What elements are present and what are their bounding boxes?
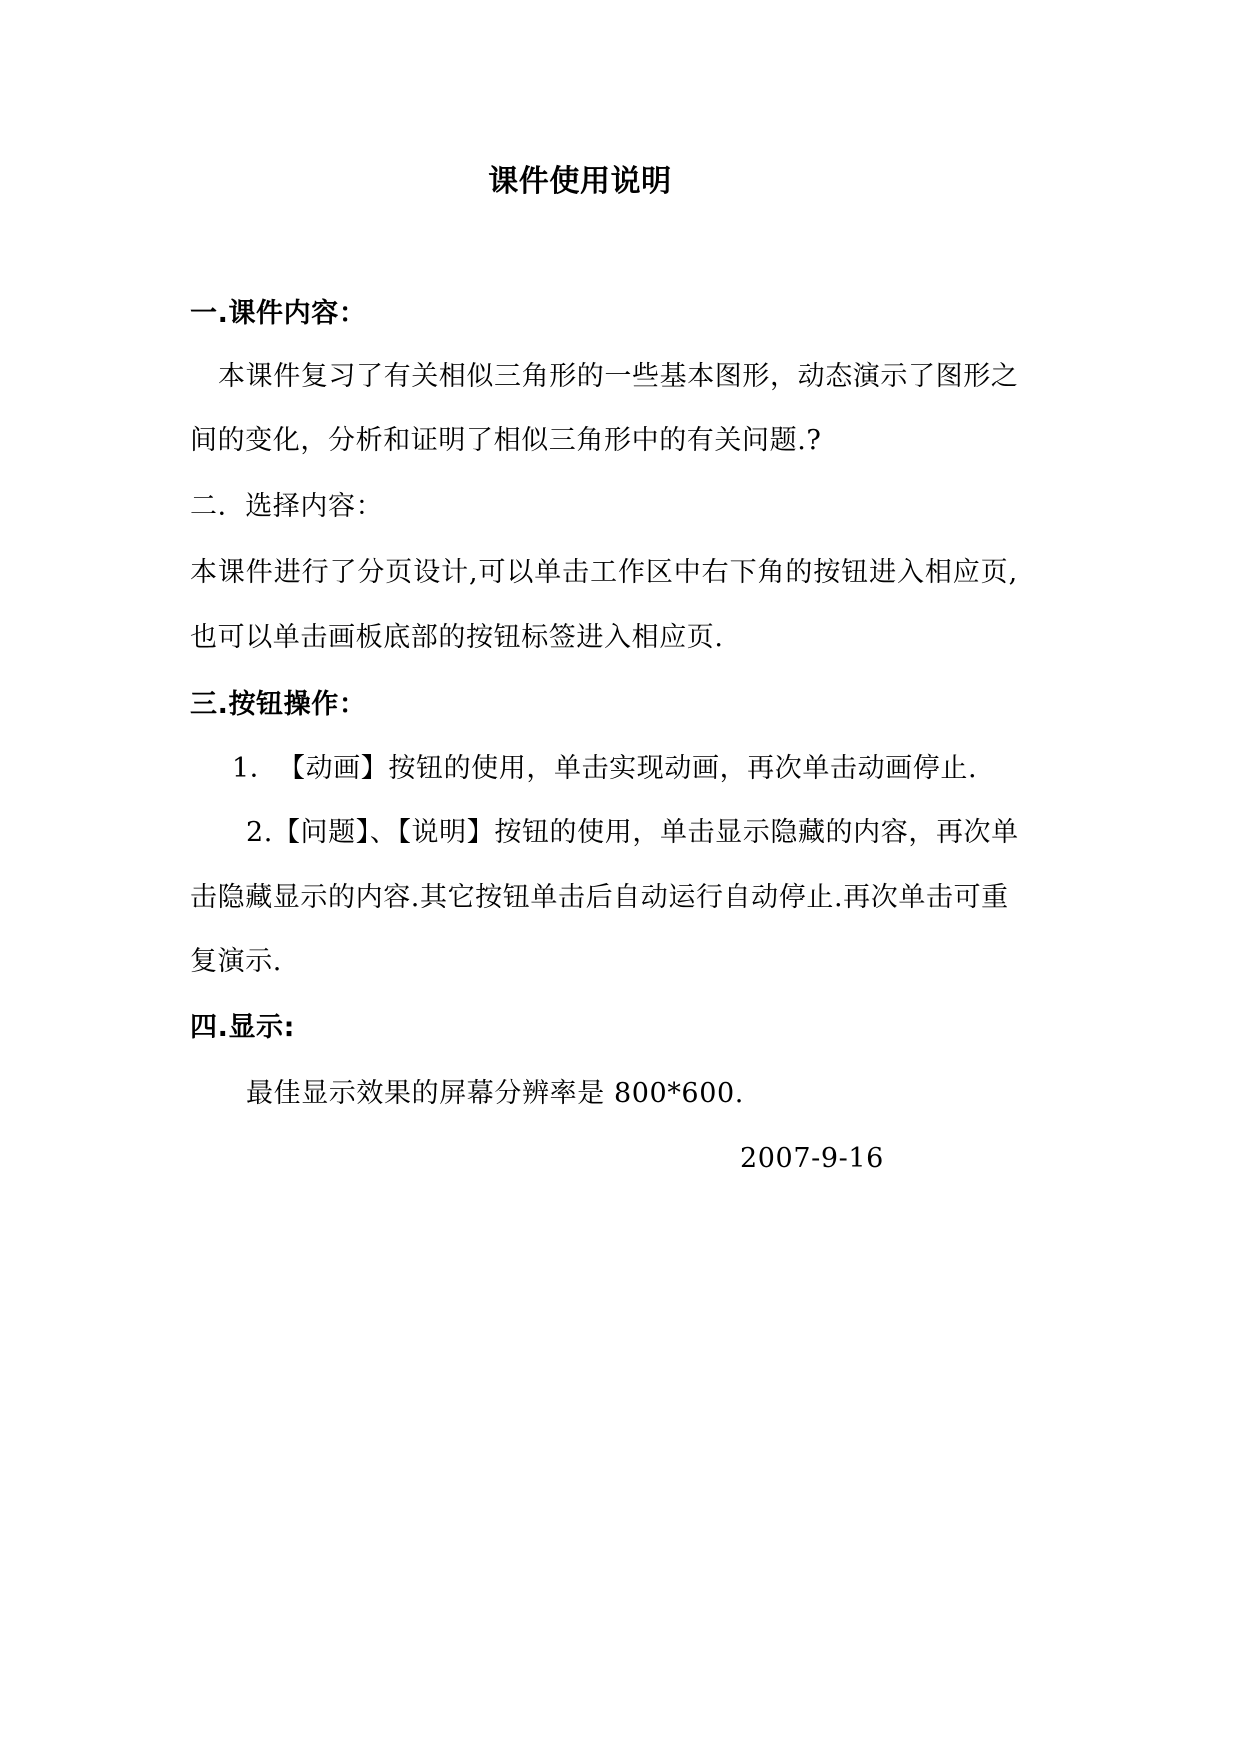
section2-paragraph-line: 本课件进行了分页设计,可以单击工作区中右下角的按钮进入相应页, [190,557,1019,588]
section3-heading: 三.按钮操作： [190,689,367,720]
document-title: 课件使用说明 [488,164,672,199]
section1-heading: 一.课件内容： [190,298,367,329]
section3-item-2-line: 击隐藏显示的内容.其它按钮单击后自动运行自动停止.再次单击可重 [190,882,1009,913]
section3-item-2-line: 2.【问题】、【说明】按钮的使用，单击显示隐藏的内容，再次单 [246,817,1019,848]
section1-paragraph-line: 本课件复习了有关相似三角形的一些基本图形，动态演示了图形之 [218,361,1019,392]
section3-item-1: 1． 【动画】按钮的使用，单击实现动画，再次单击动画停止. [232,753,978,784]
section3-item-2-line: 复演示. [190,946,282,977]
section4-heading: 四.显示: [190,1012,296,1043]
section2-heading: 二．选择内容： [190,491,384,522]
section2-paragraph-line: 也可以单击画板底部的按钮标签进入相应页. [190,622,724,653]
document-date: 2007-9-16 [740,1143,884,1174]
section1-paragraph-line: 间的变化，分析和证明了相似三角形中的有关问题.? [190,425,822,456]
section4-text: 最佳显示效果的屏幕分辨率是 800*600. [246,1078,744,1109]
